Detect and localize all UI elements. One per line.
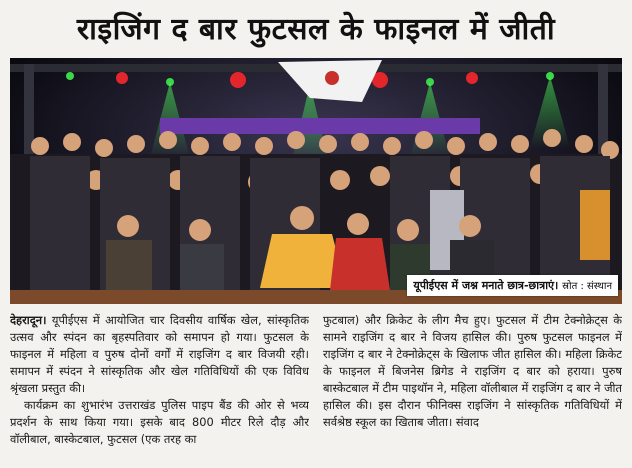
paragraph-text: यूपीईएस में आयोजित चार दिवसीय वार्षिक खेल, सांस्कृतिक उत्सव और स्पंदन का बृहस्पतिवार को समापन हो गया। फुटसल के फाइनल में महिला व पुरुष दोनों वर्गों में राइजिंग द बार विजयी रही। समापन में स्पंदन ने सांस्कृतिक और खेल गतिविधियों की एक विविध श्रृंखला प्रस्तुत की। (10, 313, 309, 395)
article-column-2 (323, 312, 622, 464)
dateline: देहरादून। (10, 313, 47, 327)
paragraph (10, 312, 309, 397)
caption-source: स्रोत : संस्थान (562, 281, 612, 292)
caption-text: यूपीईएस में जश्न मनाते छात्र-छात्राएं। (413, 279, 559, 292)
paragraph: कार्यक्रम का शुभारंभ उत्तराखंड पुलिस पाइप बैंड की ओर से भव्य प्रदर्शन के साथ किया गया। इसके बाद 800 मीटर रिले दौड़ और वॉलीबाल, बास्केटबाल, फुटसल (एक तरह का (10, 398, 309, 446)
headline: राइजिंग द बार फुटसल के फाइनल में जीती (76, 11, 556, 47)
article-body (10, 312, 622, 464)
paragraph: फुटबाल) और क्रिकेट के लीग मैच हुए। फुटसल में टीम टेक्नोक्रेट्स के सामने राइजिंग द बार ने विजय हासिल की। पुरुष फुटसल फाइनल में राइजिंग द बार ने टेक्नोक्रेट्स के खिलाफ जीत हासिल की। महिला क्रिकेट के फाइनल में बिजनेस ब्रिगेड ने राइजिंग द बार को हराया। पुरुष बास्केटबाल में टीम पाइथॉन ने, महिला वॉलीबाल में राइजिंग द बार ने जीत हासिल की। इस दौरान फीनिक्स राइजिंग ने सांस्कृतिक गतिविधियों में सर्वश्रेष्ठ स्कूल का खिताब जीता। संवाद (323, 313, 622, 429)
article-column-1 (10, 312, 309, 464)
stage-banner (160, 118, 480, 134)
photo-caption (407, 275, 618, 296)
celebration-photo-illustration (10, 58, 622, 304)
news-photo (10, 58, 622, 304)
